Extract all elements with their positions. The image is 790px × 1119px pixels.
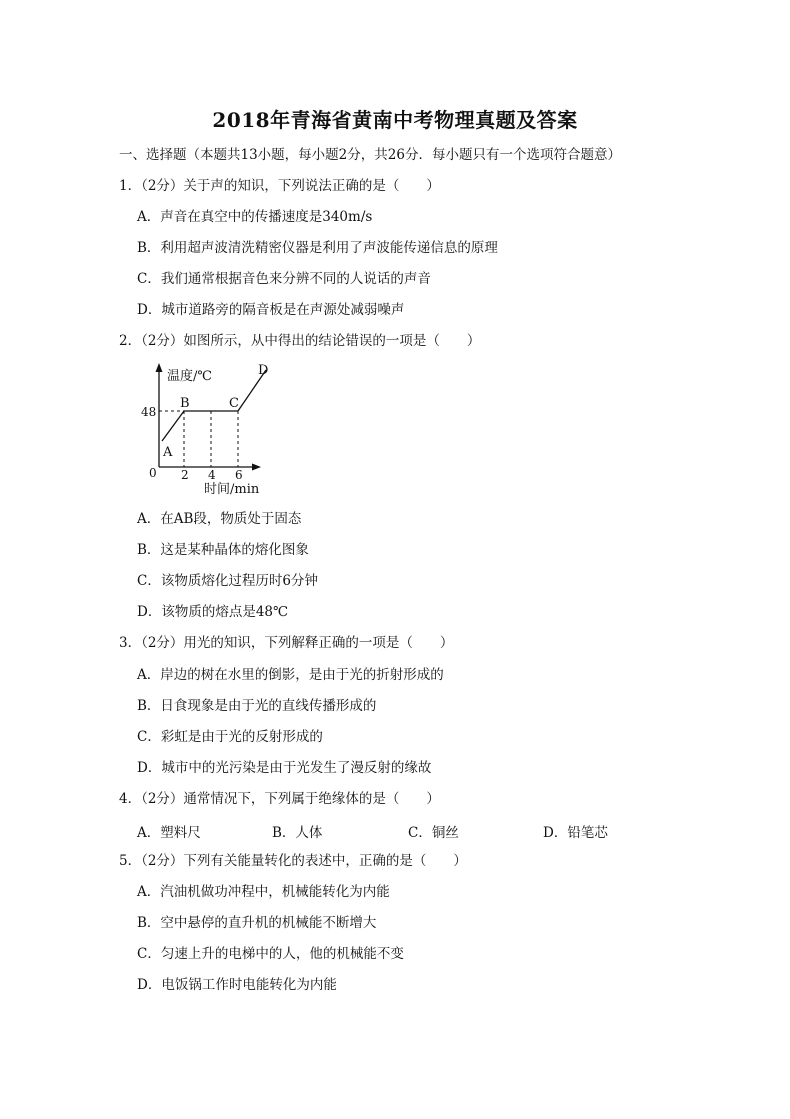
point-label-d: D <box>258 363 269 378</box>
question-5-stem: 5．（2分）下列有关能量转化的表述中，正确的是（ ） <box>119 853 467 869</box>
question-2-option-d: D．该物质的熔点是48℃ <box>137 604 289 620</box>
y-axis-label: 温度/℃ <box>167 369 212 384</box>
x-axis-arrow <box>252 464 261 471</box>
point-label-c: C <box>229 396 239 411</box>
question-5-option-c: C．匀速上升的电梯中的人，他的机械能不变 <box>137 946 404 962</box>
question-3-option-b: B．日食现象是由于光的直线传播形成的 <box>137 698 377 714</box>
question-5-option-d: D．电饭锅工作时电能转化为内能 <box>137 977 337 993</box>
x-tick-6: 6 <box>235 468 243 482</box>
question-1-option-b: B．利用超声波清洗精密仪器是利用了声波能传递信息的原理 <box>137 240 498 256</box>
question-1-option-c: C．我们通常根据音色来分辨不同的人说话的声音 <box>137 271 431 287</box>
question-4-option-c: C．铜丝 <box>408 825 459 841</box>
question-2-option-c: C．该物质熔化过程历时6分钟 <box>137 573 318 589</box>
question-4-stem: 4．（2分）通常情况下，下列属于绝缘体的是（ ） <box>119 791 440 807</box>
question-3-option-a: A．岸边的树在水里的倒影，是由于光的折射形成的 <box>137 667 444 683</box>
question-3-option-d: D．城市中的光污染是由于光发生了漫反射的缘故 <box>137 760 432 776</box>
x-tick-4: 4 <box>208 468 216 482</box>
y-tick-48: 48 <box>141 405 157 419</box>
question-3-stem: 3．（2分）用光的知识，下列解释正确的一项是（ ） <box>119 635 454 651</box>
section-heading: 一、选择题（本题共13小题，每小题2分，共26分．每小题只有一个选项符合题意） <box>119 147 621 163</box>
question-1-stem: 1．（2分）关于声的知识，下列说法正确的是（ ） <box>119 178 440 194</box>
y-axis-arrow <box>156 363 163 372</box>
question-2-option-a: A．在AB段，物质处于固态 <box>137 511 302 527</box>
question-4-option-b: B．人体 <box>272 825 323 841</box>
question-4-option-a: A．塑料尺 <box>137 825 201 841</box>
x-tick-2: 2 <box>181 468 189 482</box>
segment-ab <box>162 411 184 441</box>
question-2-stem: 2．（2分）如图所示，从中得出的结论错误的一项是（ ） <box>119 333 481 349</box>
question-1-option-d: D．城市道路旁的隔音板是在声源处减弱噪声 <box>137 302 405 318</box>
question-3-option-c: C．彩虹是由于光的反射形成的 <box>137 729 323 745</box>
point-label-a: A <box>163 445 173 460</box>
question-5-option-b: B．空中悬停的直升机的机械能不断增大 <box>137 915 377 931</box>
question-2-option-b: B．这是某种晶体的熔化图象 <box>137 542 309 558</box>
document-title: 2018年青海省黄南中考物理真题及答案 <box>212 108 578 132</box>
point-label-b: B <box>180 396 190 411</box>
question-5-option-a: A．汽油机做功冲程中，机械能转化为内能 <box>137 884 390 900</box>
melting-curve-chart <box>140 361 280 501</box>
x-axis-label: 时间/min <box>204 482 260 497</box>
question-1-option-a: A．声音在真空中的传播速度是340m/s <box>137 209 373 225</box>
question-4-option-d: D．铅笔芯 <box>543 825 608 841</box>
question-4-options <box>0 821 790 839</box>
origin-label: 0 <box>149 466 157 480</box>
